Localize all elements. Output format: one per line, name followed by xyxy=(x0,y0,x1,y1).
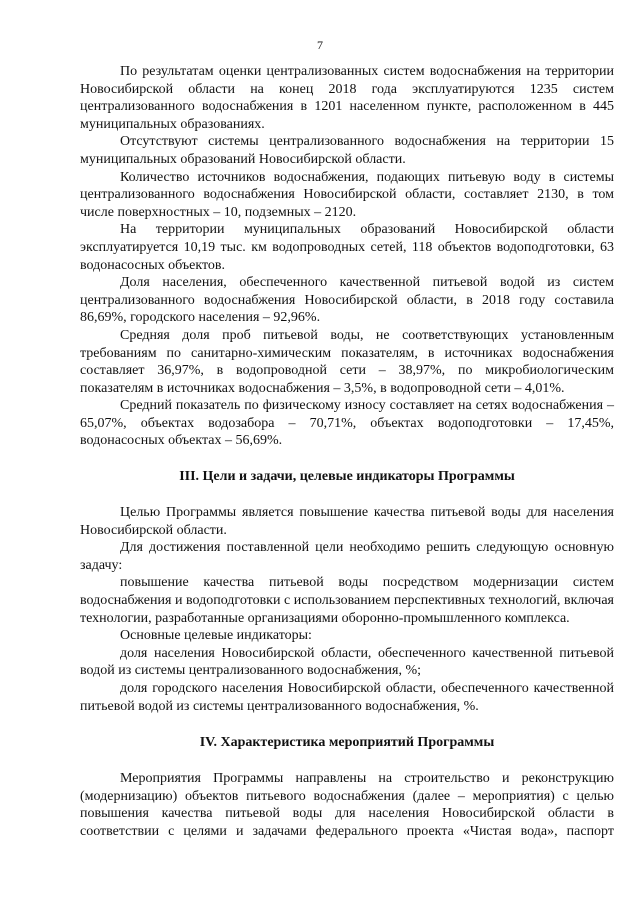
paragraph-indicator-population: доля населения Новосибирской области, обеспеченного качественной питьевой водой из системы централизованного водоснабжения, %; xyxy=(80,645,614,679)
paragraph-main-task-intro: Для достижения поставленной цели необходимо решить следующую основную задачу: xyxy=(80,540,614,573)
page-content xyxy=(80,63,614,841)
paragraph-water-systems-assessment: По результатам оценки централизованных систем водоснабжения на территории Новосибирской области на конец 2018 года эксплуатируются 1235 систем централизованного водоснабжения в 1201 населенном пункте, расположенном в 445 муниципальных образованиях. xyxy=(80,64,614,132)
paragraph-networks: На территории муниципальных образований Новосибирской области эксплуатируется 10,19 тыс. км водопроводных сетей, 118 объектов водоподготовки, 63 водонасосных объектов. xyxy=(80,222,614,273)
paragraph-indicator-urban-population: доля городского населения Новосибирской области, обеспеченного качественной питьевой водой из системы централизованного водоснабжения, %. xyxy=(80,681,614,714)
paragraph-program-goal: Целью Программы является повышение качества питьевой воды для населения Новосибирской области. xyxy=(80,505,614,538)
paragraph-sample-quality: Средняя доля проб питьевой воды, не соответствующих установленным требованиям по санитарно-химическим показателям, в источниках водоснабжения составляет 36,97%, в водопроводной сети – 38,97%, по микробиологическим показателям в источниках водоснабжения – 3,5%, в водопроводной сети – 4,01%. xyxy=(80,327,614,396)
paragraph-program-measures: Мероприятия Программы направлены на строительство и реконструкцию (модернизацию) объектов питьевого водоснабжения (далее – мероприятия) с целью повышения качества питьевой воды для населения Новосибирской области в соответствии с целями и задачами федерального проекта «Чистая вода», паспорт xyxy=(80,771,614,839)
paragraph-population-share: Доля населения, обеспеченного качественной питьевой водой из систем централизованного водоснабжения Новосибирской области, в 2018 году составила 86,69%, городского населения – 92,96%. xyxy=(80,275,614,326)
paragraph-indicators-intro: Основные целевые индикаторы: xyxy=(120,628,312,644)
section-heading-measures: IV. Характеристика мероприятий Программы xyxy=(199,735,495,751)
paragraph-water-sources: Количество источников водоснабжения, подающих питьевую воду в системы централизованного водоснабжения Новосибирской области, составляет 2130, в том числе поверхностных – 10, подземных – 2120. xyxy=(80,169,614,220)
page-number: 7 xyxy=(317,38,323,52)
section-heading-goals: III. Цели и задачи, целевые индикаторы Программы xyxy=(179,469,515,485)
paragraph-main-task: повышение качества питьевой воды посредством модернизации систем водоснабжения и водоподготовки с использованием перспективных технологий, включая технологии, разработанные организациями оборонно-промышленного комплекса. xyxy=(80,575,614,626)
paragraph-physical-wear: Средний показатель по физическому износу составляет на сетях водоснабжения – 65,07%, объектах водозабора – 70,71%, объектах водоподготовки – 17,45%, водонасосных объектах – 56,69%. xyxy=(80,398,614,449)
paragraph-missing-systems: Отсутствуют системы централизованного водоснабжения на территории 15 муниципальных образований Новосибирской области. xyxy=(80,134,614,167)
